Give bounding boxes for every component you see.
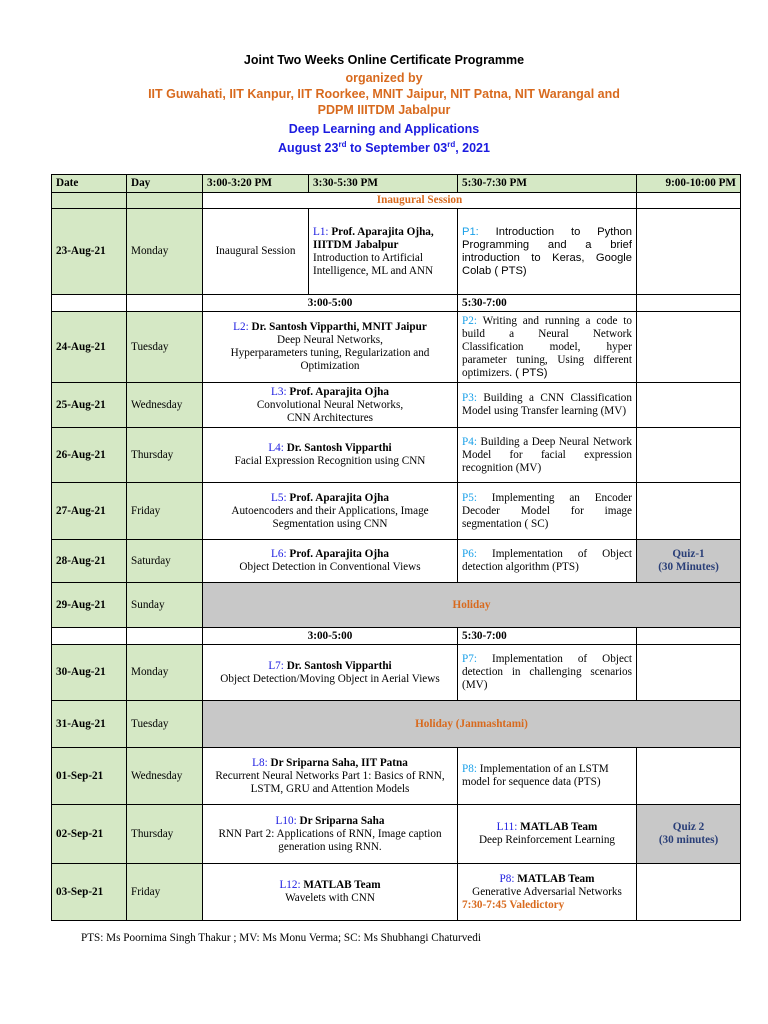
table-row: [52, 483, 741, 540]
day-cell: Wednesday: [127, 383, 203, 428]
day-cell: Tuesday: [127, 312, 203, 383]
practical-cell: P8: MATLAB Team Generative Adversarial Networks 7:30-7:45 Valedictory: [458, 864, 637, 921]
date-cell: 27-Aug-21: [52, 483, 127, 540]
table-row: [52, 583, 741, 628]
col-header-date: Date: [52, 175, 127, 193]
time-slot-lecture: 3:00-5:00: [203, 628, 458, 645]
day-cell: Friday: [127, 864, 203, 921]
valedictory-label: 7:30-7:45 Valedictory: [462, 898, 565, 911]
programme-title: Joint Two Weeks Online Certificate Programme: [243, 53, 525, 67]
table-row: [52, 193, 741, 209]
practical-cell: P8: Implementation of an LSTM model for sequence data (PTS): [458, 748, 637, 805]
table-row: [52, 209, 741, 295]
table-header-row: [52, 175, 741, 193]
lecture-cell: L12: MATLAB Team Wavelets with CNN: [203, 864, 458, 921]
date-cell: 28-Aug-21: [52, 540, 127, 583]
date-cell: 03-Sep-21: [52, 864, 127, 921]
time-slot-lecture: 3:00-5:00: [203, 295, 458, 312]
footnote-abbreviations: PTS: Ms Poornima Singh Thakur ; MV: Ms Monu Verma; SC: Ms Shubhangi Chaturvedi: [81, 932, 481, 944]
course-dates: August 23rd to September 03rd, 2021: [278, 140, 490, 156]
col-header-slot3: 5:30-7:30 PM: [458, 175, 637, 193]
day-cell: Friday: [127, 483, 203, 540]
time-slot-practical: 5:30-7:00: [458, 628, 637, 645]
col-header-day: Day: [127, 175, 203, 193]
lecture-cell: L1: Prof. Aparajita Ojha, IIITDM Jabalpur Introduction to Artificial Intelligence, ML and ANN: [309, 209, 458, 295]
day-cell: Monday: [127, 209, 203, 295]
practical-cell: P7: Implementation of Object detection in challenging scenarios (MV): [458, 645, 637, 701]
table-row: [52, 805, 741, 864]
date-cell: 25-Aug-21: [52, 383, 127, 428]
date-cell: 24-Aug-21: [52, 312, 127, 383]
quiz-cell: Quiz 2 (30 minutes): [637, 805, 741, 864]
col-header-slot4: 9:00-10:00 PM: [637, 175, 741, 193]
date-cell: 31-Aug-21: [52, 701, 127, 748]
practical-cell: P2: Writing and running a code to build a Neural Network Classification model, hyper parameter tuning, Using different optimizers. ( PTS): [458, 312, 637, 383]
table-row: [52, 383, 741, 428]
lecture-cell: L2: Dr. Santosh Vipparthi, MNIT Jaipur Deep Neural Networks, Hyperparameters tuning, Regularization and Optimization: [203, 312, 458, 383]
table-row: [52, 540, 741, 583]
day-cell: Wednesday: [127, 748, 203, 805]
day-cell: Thursday: [127, 805, 203, 864]
col-header-slot2: 3:30-5:30 PM: [309, 175, 458, 193]
practical-cell: P4: Building a Deep Neural Network Model for facial expression recognition (MV): [458, 428, 637, 483]
lecture-cell: L5: Prof. Aparajita Ojha Autoencoders and their Applications, Image Segmentation using CNN: [203, 483, 458, 540]
inaugural-session-label: Inaugural Session: [203, 193, 637, 209]
practical-cell: P5: Implementing an Encoder Decoder Model for image segmentation ( SC): [458, 483, 637, 540]
lecture-cell: L8: Dr Sriparna Saha, IIT Patna Recurrent Neural Networks Part 1: Basics of RNN, LSTM, GRU and Attention Models: [203, 748, 458, 805]
date-cell: 26-Aug-21: [52, 428, 127, 483]
schedule-table: [51, 174, 741, 921]
lecture-cell: L7: Dr. Santosh Vipparthi Object Detection/Moving Object in Aerial Views: [203, 645, 458, 701]
practical-cell: P1: Introduction to Python Programming and a brief introduction to Keras, Google Colab ( PTS): [458, 209, 637, 295]
day-cell: Monday: [127, 645, 203, 701]
table-row: [52, 748, 741, 805]
organized-by: organized by: [345, 71, 423, 85]
table-row: [52, 295, 741, 312]
practical-cell: L11: MATLAB Team Deep Reinforcement Learning: [458, 805, 637, 864]
day-cell: Thursday: [127, 428, 203, 483]
lecture-cell: L10: Dr Sriparna Saha RNN Part 2: Applications of RNN, Image caption generation using RNN.: [203, 805, 458, 864]
day-cell: Sunday: [127, 583, 203, 628]
table-row: [52, 701, 741, 748]
table-row: [52, 428, 741, 483]
organizers-line2: PDPM IIITDM Jabalpur: [317, 103, 451, 117]
table-row: [52, 312, 741, 383]
table-row: [52, 628, 741, 645]
day-cell: Saturday: [127, 540, 203, 583]
holiday-cell: Holiday: [203, 583, 741, 628]
course-title: Deep Learning and Applications: [288, 122, 480, 136]
organizers-line1: IIT Guwahati, IIT Kanpur, IIT Roorkee, MNIT Jaipur, NIT Patna, NIT Warangal and: [148, 87, 620, 101]
col-header-slot1: 3:00-3:20 PM: [203, 175, 309, 193]
date-cell: 30-Aug-21: [52, 645, 127, 701]
inaugural-cell: Inaugural Session: [203, 209, 309, 295]
date-cell: 23-Aug-21: [52, 209, 127, 295]
date-cell: 01-Sep-21: [52, 748, 127, 805]
holiday-cell: Holiday (Janmashtami): [203, 701, 741, 748]
table-row: [52, 645, 741, 701]
date-cell: 02-Sep-21: [52, 805, 127, 864]
quiz-cell: Quiz-1 (30 Minutes): [637, 540, 741, 583]
practical-cell: P6: Implementation of Object detection algorithm (PTS): [458, 540, 637, 583]
table-row: [52, 864, 741, 921]
practical-cell: P3: Building a CNN Classification Model using Transfer learning (MV): [458, 383, 637, 428]
lecture-cell: L3: Prof. Aparajita Ojha Convolutional Neural Networks, CNN Architectures: [203, 383, 458, 428]
time-slot-practical: 5:30-7:00: [458, 295, 637, 312]
date-cell: 29-Aug-21: [52, 583, 127, 628]
lecture-cell: L6: Prof. Aparajita Ojha Object Detection in Conventional Views: [203, 540, 458, 583]
lecture-cell: L4: Dr. Santosh Vipparthi Facial Expression Recognition using CNN: [203, 428, 458, 483]
day-cell: Tuesday: [127, 701, 203, 748]
